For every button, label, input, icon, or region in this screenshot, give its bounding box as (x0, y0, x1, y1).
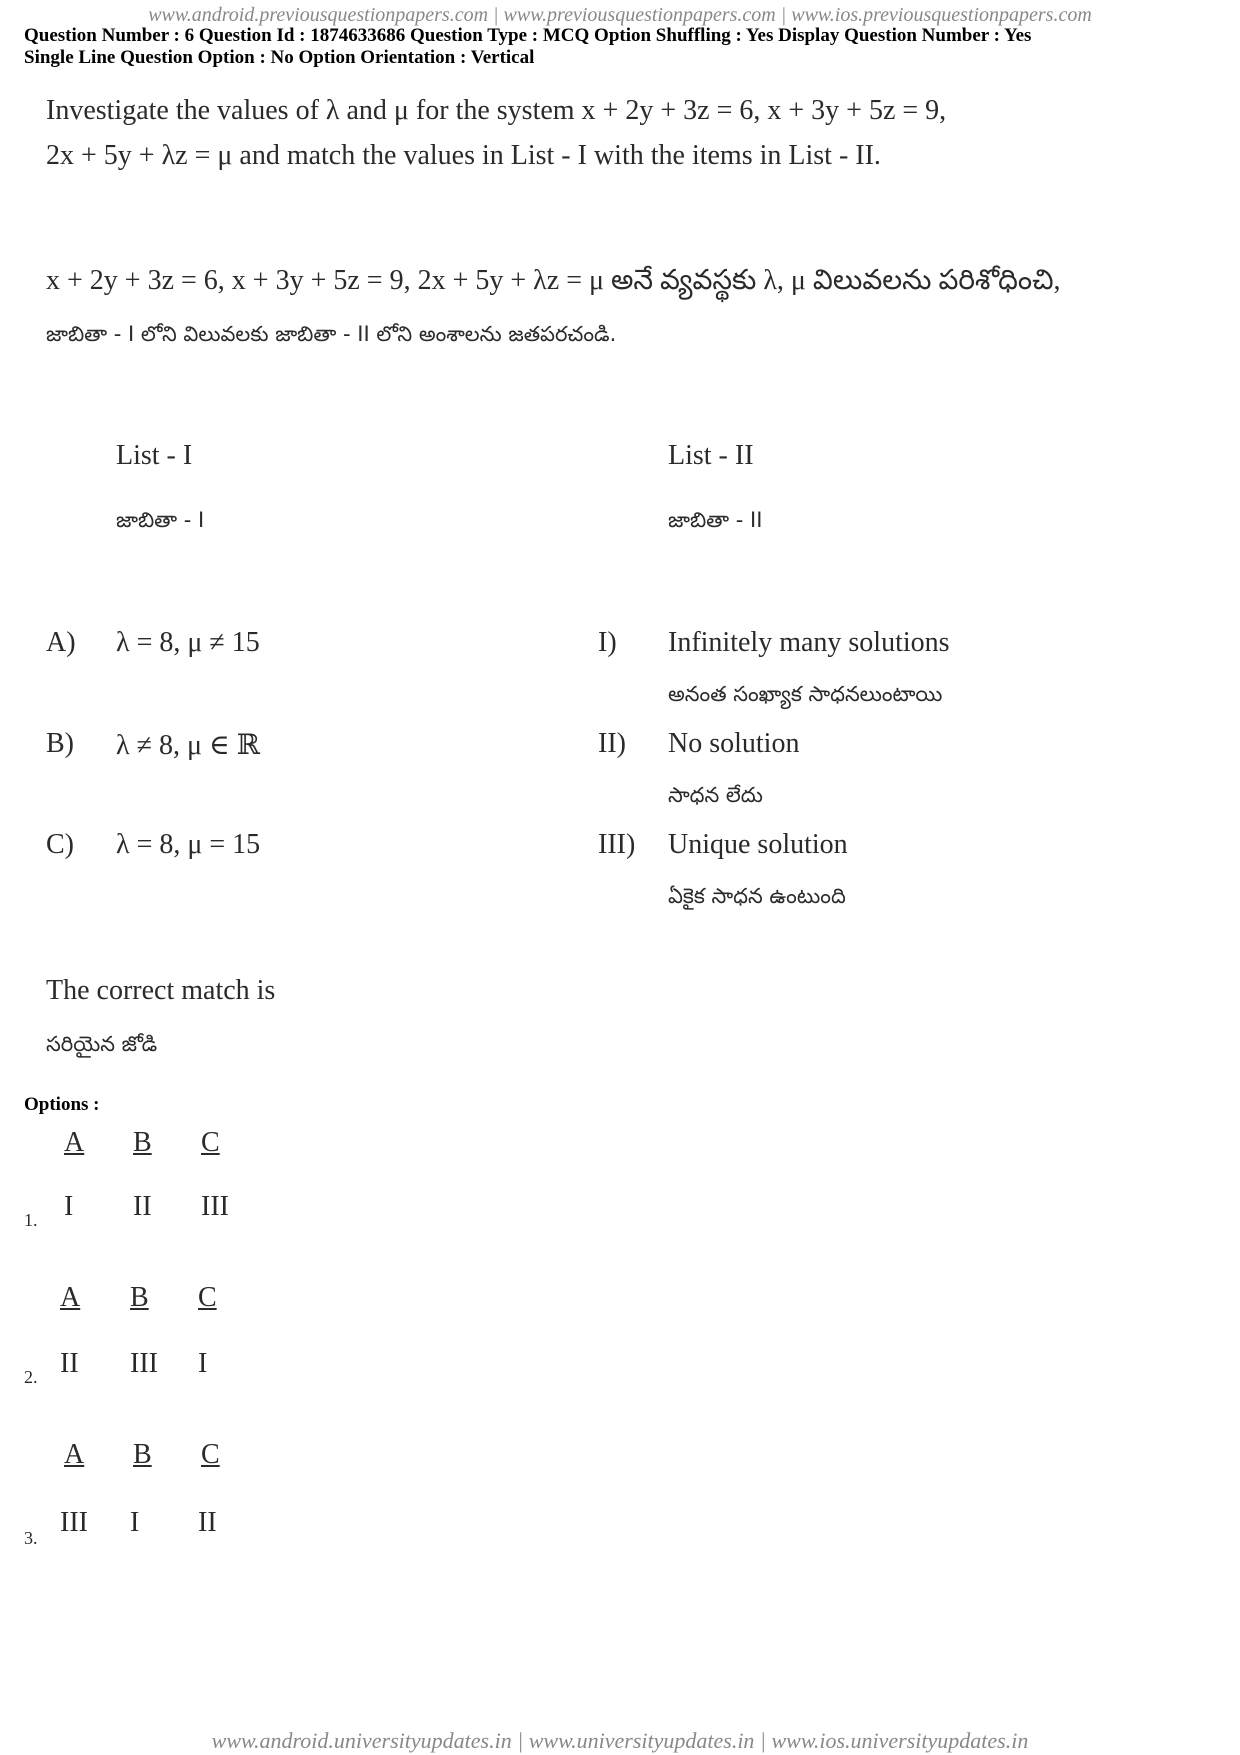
option-1-head-c: C (201, 1127, 220, 1158)
option-3-head-a: A (64, 1439, 85, 1470)
question-text-te-line-1 (46, 265, 1061, 303)
option-2-head-a: A (60, 1282, 81, 1313)
options-label: Options : (24, 1094, 100, 1115)
list-2-item-numeral: I) (598, 627, 617, 658)
option-2-value-c: I (198, 1348, 208, 1379)
list-2-item-text-te: ఏకైక సాధన ఉంటుంది (668, 884, 846, 908)
option-2-number[interactable]: 2. (24, 1367, 38, 1387)
list-2-title: List - II (668, 440, 754, 471)
correct-match-prompt-te: సరియైన జోడి (46, 1032, 158, 1056)
option-2-head-c: C (198, 1282, 217, 1313)
option-1-head-b: B (133, 1127, 152, 1158)
list-1-item-condition: λ ≠ 8, μ ∈ ℝ (116, 730, 260, 761)
list-2-item-numeral: III) (598, 829, 636, 860)
list-2-title-te: జాబితా - II (668, 508, 763, 532)
list-2-item-numeral: II) (598, 728, 626, 759)
list-2-item-text: No solution (668, 728, 800, 759)
question-text-te-line-2: జాబితా - I లోని విలువలకు జాబితా - II లోని అంశాలను జతపరచండి. (46, 322, 617, 346)
list-2-item-text: Infinitely many solutions (668, 627, 950, 658)
option-2-head-b: B (130, 1282, 149, 1313)
list-1-title: List - I (116, 440, 193, 471)
option-3-value-a: III (60, 1507, 88, 1538)
option-3-number[interactable]: 3. (24, 1528, 38, 1548)
option-1-value-a: I (64, 1191, 74, 1222)
list-2-item-text-te: సాధన లేదు (668, 783, 763, 807)
list-1-item-condition: λ = 8, μ ≠ 15 (116, 627, 260, 658)
option-1-value-c: III (201, 1191, 229, 1222)
footer-watermark-urls: www.android.universityupdates.in | www.universityupdates.in | www.ios.universityupdates.in (211, 1728, 1029, 1753)
question-text-te-line-1-content: x + 2y + 3z = 6, x + 3y + 5z = 9, 2x + 5y + λz = μ అనే వ్యవస్థకు λ, μ విలువలను పరిశోధించి, (46, 265, 1061, 296)
option-2-value-b: III (130, 1348, 158, 1379)
question-meta-line-2: Single Line Question Option : No Option Orientation : Vertical (24, 47, 535, 68)
list-1-title-te: జాబితా - I (116, 508, 205, 532)
correct-match-prompt: The correct match is (46, 975, 276, 1006)
option-3-value-c: II (198, 1507, 217, 1538)
option-1-value-b: II (133, 1191, 152, 1222)
list-1-item-letter: B) (46, 728, 74, 759)
question-text-en-line-2: 2x + 5y + λz = μ and match the values in List - I with the items in List - II. (46, 140, 881, 171)
option-1-head-a: A (64, 1127, 85, 1158)
option-2-value-a: II (60, 1348, 79, 1379)
option-3-value-b: I (130, 1507, 140, 1538)
list-1-item-letter: C) (46, 829, 74, 860)
header-watermark-urls: www.android.previousquestionpapers.com | www.previousquestionpapers.com | www.ios.previousquestionpapers.com (148, 4, 1092, 26)
question-meta-line-1: Question Number : 6 Question Id : 1874633686 Question Type : MCQ Option Shuffling : Yes Display Question Number : Yes (24, 25, 1032, 46)
list-1-item-condition: λ = 8, μ = 15 (116, 829, 261, 860)
list-2-item-text-te: అనంత సంఖ్యాక సాధనలుంటాయి (668, 682, 943, 706)
question-text-en-line-1: Investigate the values of λ and μ for the system x + 2y + 3z = 6, x + 3y + 5z = 9, (46, 95, 947, 126)
list-2-item-text: Unique solution (668, 829, 848, 860)
list-1-item-letter: A) (46, 627, 76, 658)
option-3-head-c: C (201, 1439, 220, 1470)
option-1-number[interactable]: 1. (24, 1210, 38, 1230)
option-3-head-b: B (133, 1439, 152, 1470)
